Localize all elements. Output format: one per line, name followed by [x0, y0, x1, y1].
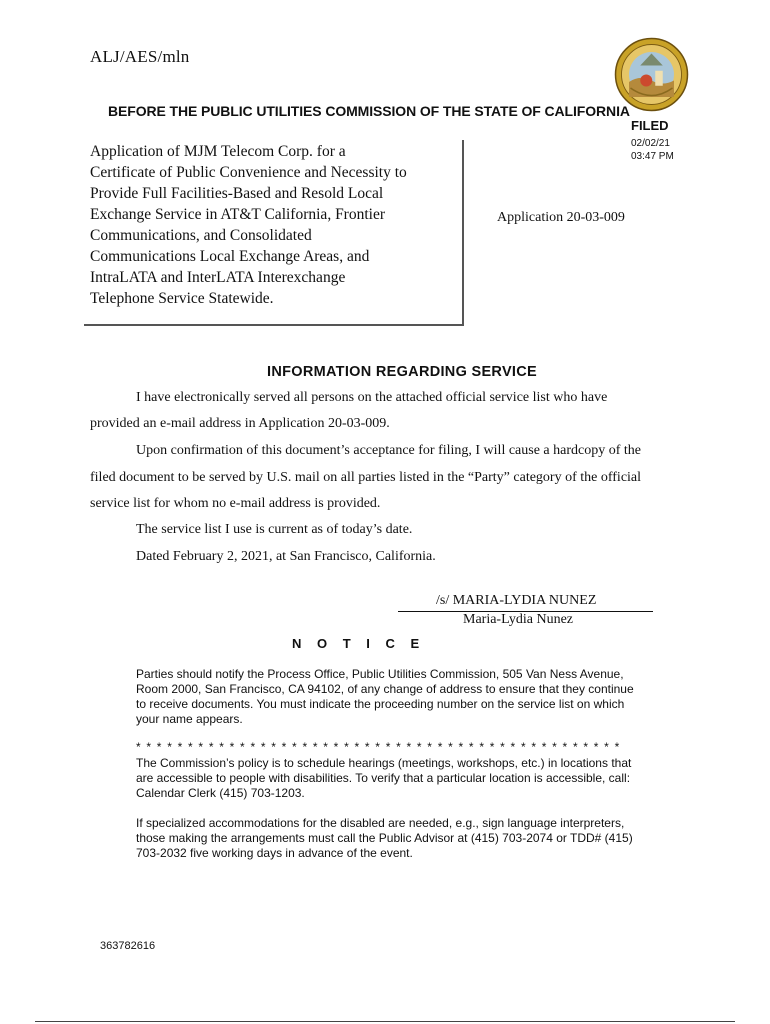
commission-heading: BEFORE THE PUBLIC UTILITIES COMMISSION OF THE STATE OF CALIFORNIA: [108, 103, 630, 119]
service-list-statement: The service list I use is current as of today’s date.: [136, 522, 413, 537]
filed-time: 03:47 PM: [631, 151, 674, 162]
service-paragraph-line: provided an e-mail address in Application 20-03-009.: [90, 416, 390, 431]
case-caption: [90, 141, 462, 309]
service-paragraph-line: Upon confirmation of this document’s acceptance for filing, I will cause a hardcopy of the: [136, 443, 641, 458]
caption-line: Communications Local Exchange Areas, and: [90, 248, 370, 265]
notice-paragraph: Parties should notify the Process Office, Public Utilities Commission, 505 Van Ness Avenue, Room 2000, San Francisco, CA 94102, of any change of address to ensure that they continue to receive documents. You must indicate the proceeding number on the service list on which your name appears.: [136, 667, 634, 726]
notice-title: N O T I C E: [292, 636, 426, 651]
section-title: INFORMATION REGARDING SERVICE: [267, 364, 537, 380]
dated-statement: Dated February 2, 2021, at San Francisco, California.: [136, 549, 436, 564]
signer-name: Maria-Lydia Nunez: [463, 612, 574, 627]
filed-date: 02/02/21: [631, 138, 670, 149]
page-bottom-rule: [35, 1021, 735, 1022]
accommodations-paragraph: If specialized accommodations for the disabled are needed, e.g., sign language interpreters, those making the arrangements must call the Public Advisor at (415) 703-2074 or TDD# (415) 703-2032 five working days in advance of the event.: [136, 816, 633, 860]
application-number: Application 20-03-009: [497, 210, 625, 225]
caption-line: Exchange Service in AT&T California, Frontier: [90, 206, 385, 223]
caption-line: IntraLATA and InterLATA Interexchange: [90, 269, 346, 286]
service-paragraph-line: filed document to be served by U.S. mail on all parties listed in the “Party” category of the official: [90, 470, 642, 485]
caption-line: Telephone Service Statewide.: [90, 290, 274, 307]
filed-stamp-datetime: [631, 137, 674, 163]
docket-reference: ALJ/AES/mln: [90, 47, 190, 66]
caption-line: Communications, and Consolidated: [90, 227, 312, 244]
document-number: 363782616: [100, 940, 156, 952]
service-paragraph-line: service list for whom no e-mail address is provided.: [90, 496, 381, 511]
california-puc-seal: [614, 37, 689, 112]
caption-line: Application of MJM Telecom Corp. for a: [90, 143, 346, 160]
notice-separator: * * * * * * * * * * * * * * * * * * * * * * * * * * * * * * * * * * * * * * * * * * * * * * *: [136, 740, 621, 754]
service-paragraph-line: I have electronically served all persons on the attached official service list who have: [136, 390, 608, 405]
filed-stamp-label: FILED: [631, 118, 669, 133]
accessibility-paragraph: The Commission’s policy is to schedule hearings (meetings, workshops, etc.) in locations that are accessible to people with disabilities. To verify that a particular location is accessible, call: Calendar Clerk (415) 703-1203.: [136, 756, 632, 800]
caption-line: Certificate of Public Convenience and Necessity to: [90, 164, 407, 181]
caption-line: Provide Full Facilities-Based and Resold Local: [90, 185, 384, 202]
electronic-signature: /s/ MARIA-LYDIA NUNEZ: [436, 593, 597, 608]
